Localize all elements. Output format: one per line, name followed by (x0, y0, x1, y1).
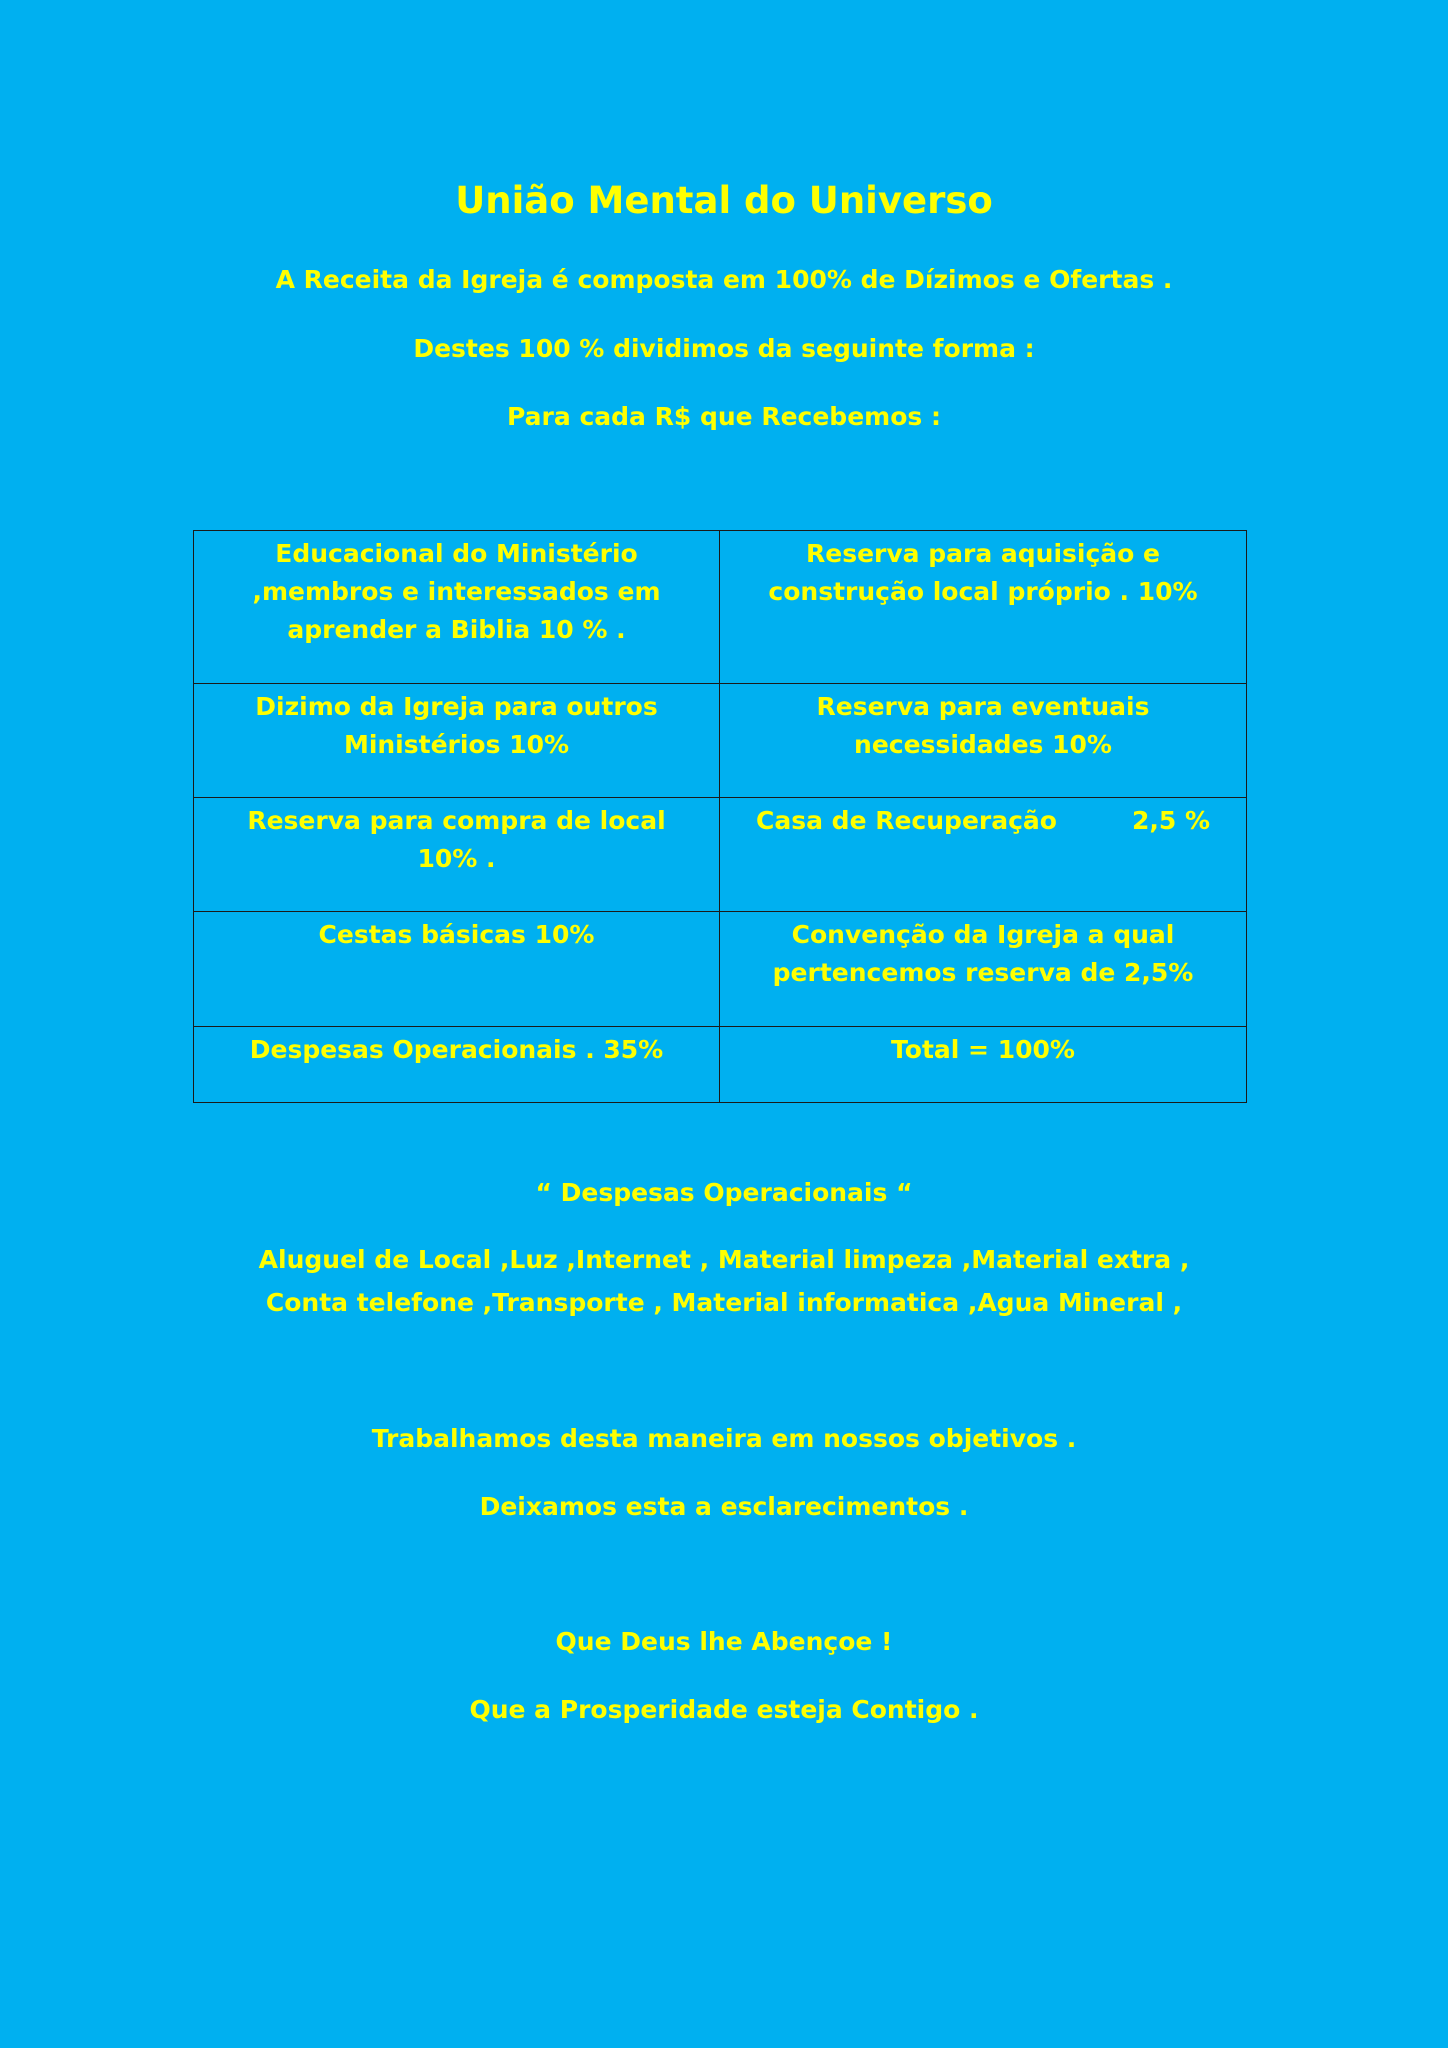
table-row (194, 1027, 1247, 1103)
closing-line-prosperity: Que a Prosperidade esteja Contigo . (469, 1695, 979, 1724)
recovery-house-label: Casa de Recuperação (756, 806, 1057, 835)
intro-line-revenue: A Receita da Igreja é composta em 100% de Dízimos e Ofertas . (275, 265, 1173, 294)
allocation-cell-recovery-house (720, 798, 1247, 912)
page-title: União Mental do Universo (455, 179, 993, 222)
allocation-cell-total: Total = 100% (720, 1027, 1247, 1103)
table-row (194, 531, 1247, 684)
intro-line-per-real: Para cada R$ que Recebemos : (507, 402, 941, 431)
closing-line-work: Trabalhamos desta maneira em nossos objetivos . (371, 1424, 1077, 1453)
allocation-cell-contingency-reserve: Reserva para eventuais necessidades 10% (720, 684, 1247, 798)
allocation-cell-tithe-ministries: Dizimo da Igreja para outros Ministérios 10% (194, 684, 720, 798)
expenses-line: Aluguel de Local ,Luz ,Internet , Material limpeza ,Material extra , (258, 1245, 1190, 1274)
allocation-cell-building-reserve: Reserva para aquisição e construção local próprio . 10% (720, 531, 1247, 684)
allocation-cell-food-baskets: Cestas básicas 10% (194, 912, 720, 1027)
allocation-cell-purchase-reserve: Reserva para compra de local 10% . (194, 798, 720, 912)
table-row (194, 912, 1247, 1027)
allocation-cell-operating-expenses: Despesas Operacionais . 35% (194, 1027, 720, 1103)
table-row (194, 798, 1247, 912)
recovery-house-value: 2,5 % (1131, 806, 1210, 835)
expenses-heading: “ Despesas Operacionais “ (535, 1178, 913, 1207)
allocation-cell-convention-reserve: Convenção da Igreja a qual pertencemos reserva de 2,5% (720, 912, 1247, 1027)
closing-line-blessing: Que Deus lhe Abençoe ! (555, 1627, 893, 1656)
closing-line-clarification: Deixamos esta a esclarecimentos . (479, 1492, 969, 1521)
allocation-table (193, 530, 1247, 1103)
allocation-cell-education: Educacional do Ministério ,membros e interessados em aprender a Biblia 10 % . (194, 531, 720, 684)
intro-line-division: Destes 100 % dividimos da seguinte forma : (413, 334, 1035, 363)
table-row (194, 684, 1247, 798)
expenses-line: Conta telefone ,Transporte , Material informatica ,Agua Mineral , (265, 1288, 1183, 1317)
